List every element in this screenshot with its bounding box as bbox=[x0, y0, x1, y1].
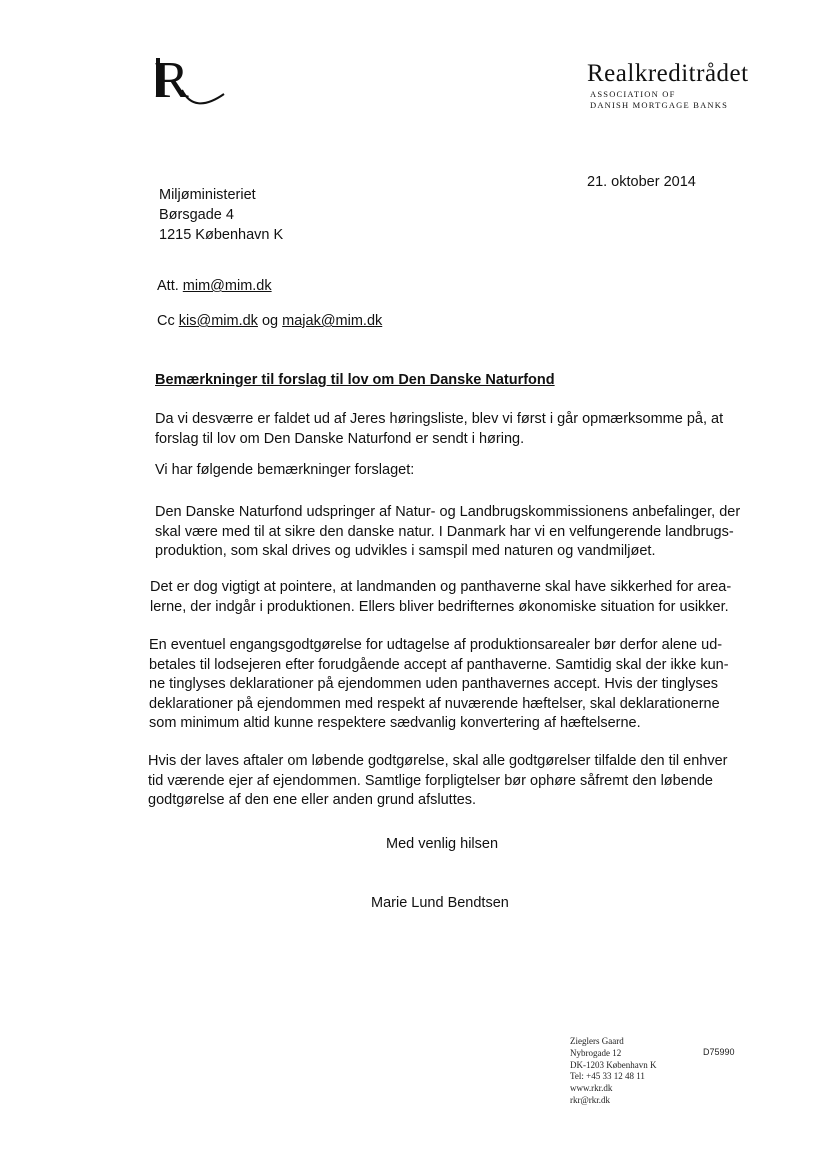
cc-email-link-2[interactable]: majak@mim.dk bbox=[282, 313, 383, 329]
paragraph-1 bbox=[155, 410, 755, 449]
letter-date: 21. oktober 2014 bbox=[587, 174, 696, 190]
paragraph-line: lerne, der indgår i produktionen. Ellers bliver bedrifternes økonomiske situation for usikker. bbox=[150, 598, 729, 615]
footer-address bbox=[570, 1036, 656, 1107]
document-number: D75990 bbox=[703, 1047, 735, 1057]
footer-line: DK-1203 København K bbox=[570, 1059, 657, 1070]
footer-line: Nybrogade 12 bbox=[570, 1047, 622, 1058]
footer-website[interactable]: www.rkr.dk bbox=[570, 1083, 613, 1094]
paragraph-2 bbox=[155, 461, 755, 481]
cc-joiner: og bbox=[261, 313, 279, 329]
org-subtitle-2: DANISH MORTGAGE BANKS bbox=[590, 100, 729, 110]
paragraph-line: Da vi desværre er faldet ud af Jeres høringsliste, blev vi først i går opmærksomme på, at bbox=[155, 411, 724, 427]
closing-salutation: Med venlig hilsen bbox=[386, 836, 499, 852]
recipient-street: Børsgade 4 bbox=[159, 207, 234, 223]
cc-label: Cc bbox=[157, 313, 175, 329]
paragraph-line: som minimum altid kunne respektere sædvanlig konvertering af hæftelserne. bbox=[149, 715, 641, 731]
letter-subject: Bemærkninger til forslag til lov om Den Danske Naturfond bbox=[155, 372, 555, 388]
rkr-logo-icon bbox=[152, 50, 228, 110]
signature-name: Marie Lund Bendtsen bbox=[371, 895, 509, 911]
recipient-city: 1215 København K bbox=[159, 227, 284, 243]
cc-line bbox=[157, 311, 382, 331]
svg-text:R: R bbox=[154, 52, 189, 109]
paragraph-line: produktion, som skal drives og udvikles i samspil med naturen og vandmiljøet. bbox=[155, 543, 656, 559]
paragraph-line: betales til lodsejeren efter forudgående accept af panthaverne. Samtidig skal der ikke kun- bbox=[149, 656, 729, 673]
paragraph-line: Den Danske Naturfond udspringer af Natur- og Landbrugskommissionens anbefalinger, der bbox=[155, 504, 741, 520]
paragraph-line: godtgørelse af den ene eller anden grund afsluttes. bbox=[148, 792, 477, 808]
paragraph-5 bbox=[149, 636, 749, 734]
att-line bbox=[157, 276, 272, 296]
paragraph-line: Hvis der laves aftaler om løbende godtgørelse, skal alle godtgørelser tilfalde den til enhver bbox=[148, 753, 728, 769]
att-email-link[interactable]: mim@mim.dk bbox=[182, 278, 272, 294]
footer-line: Tel: +45 33 12 48 11 bbox=[570, 1071, 645, 1082]
footer-line: Zieglers Gaard bbox=[570, 1036, 624, 1046]
paragraph-line: ne tinglyses deklarationer på ejendommen uden panthavernes accept. Hvis der tinglyses bbox=[149, 676, 719, 692]
paragraph-line: Vi har følgende bemærkninger forslaget: bbox=[155, 462, 415, 478]
paragraph-line: deklarationer på ejendommen med respekt af nuværende hæftelser, skal deklarationerne bbox=[149, 695, 720, 712]
org-name: Realkreditrådet bbox=[587, 60, 749, 87]
letterhead-logo bbox=[152, 50, 228, 110]
cc-email-link-1[interactable]: kis@mim.dk bbox=[178, 313, 258, 329]
paragraph-3 bbox=[155, 503, 755, 562]
paragraph-4 bbox=[150, 578, 750, 617]
footer-email[interactable]: rkr@rkr.dk bbox=[570, 1094, 611, 1105]
paragraph-line: En eventuel engangsgodtgørelse for udtagelse af produktionsarealer bør derfor alene ud- bbox=[149, 637, 723, 653]
paragraph-line: skal være med til at sikre den danske natur. I Danmark har vi en velfungerende landbrugs- bbox=[155, 523, 734, 540]
paragraph-6 bbox=[148, 752, 748, 811]
paragraph-line: Det er dog vigtigt at pointere, at landmanden og panthaverne skal have sikkerhed for area- bbox=[150, 579, 732, 595]
paragraph-line: tid værende ejer af ejendommen. Samtlige forpligtelser bør ophøre såfremt den løbende bbox=[148, 772, 713, 789]
att-label: Att. bbox=[157, 278, 179, 294]
org-subtitle-1: ASSOCIATION OF bbox=[590, 89, 676, 99]
recipient-name: Miljøministeriet bbox=[159, 187, 256, 203]
paragraph-line: forslag til lov om Den Danske Naturfond er sendt i høring. bbox=[155, 430, 525, 447]
